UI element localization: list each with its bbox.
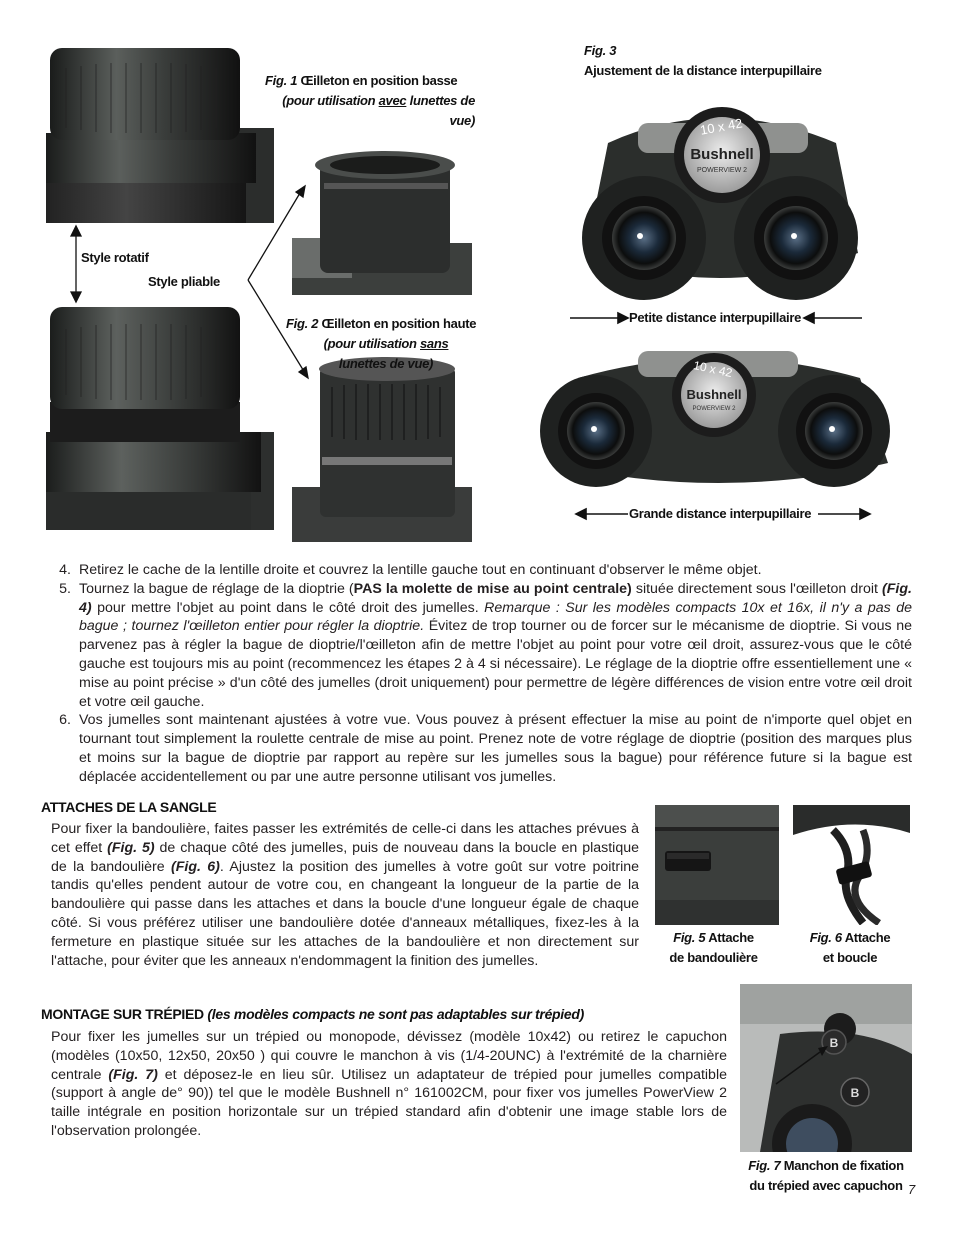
tripod-heading <box>41 1006 584 1022</box>
fig3b-model-text: 10 x 42 <box>692 358 734 381</box>
fig2-label: Fig. 2 <box>286 316 319 331</box>
step-5-num: 5. <box>59 580 71 597</box>
fig7-line1: Manchon de fixation <box>783 1158 904 1173</box>
fig3-label: Fig. 3 <box>584 43 617 58</box>
fig3-title: Ajustement de la distance interpupillaire <box>584 63 822 78</box>
small-ipd-label: Petite distance interpupillaire <box>629 310 802 325</box>
fig5-line1: Attache <box>708 930 754 945</box>
large-ipd-label: Grande distance interpupillaire <box>629 506 812 521</box>
fig3-binoculars-small <box>568 103 876 303</box>
tripod-text-c: et déposez-le en lieu sûr. Utilisez un adaptateur de trépied pour jumelles compatible (support à angle de° 90)) tel que le modèle Bushnell n° 161002CM, pour fixer vos jumelles PowerView 2 taille intégrale en position horizontale sur un trépied standard afin d'obtenir une image stable lors de l'observation prolongée. <box>51 1066 727 1139</box>
tripod-text-a: Pour fixer les jumelles sur un trépied ou monopode, dévissez (modèle 10x42) ou retirez le capuchon (modèles (10x50, 12x50, 20x50 ) qui couvre le manchon à vis (1/4-20UNC) à l'extrémité de la charnière centrale <box>51 1029 727 1083</box>
fig3-model-text: 10 x 42 <box>698 115 744 138</box>
step-4-text: Retirez le cache de la lentille droite et couvrez la lentille gauche tout en continuant d'observer le même objet. <box>79 562 762 578</box>
step-5-text-e: pour mettre l'objet au point dans le côté droit des jumelles. <box>91 599 485 616</box>
tripod-heading-note: (les modèles compacts ne sont pas adaptables sur trépied) <box>207 1006 584 1022</box>
step-5-text-c: située directement sous l'œilleton droit <box>631 580 883 597</box>
fig3-binoculars-large <box>538 343 900 503</box>
tripod-fig7-ref: (Fig. 7) <box>108 1066 158 1083</box>
style-arrows <box>60 150 320 390</box>
step-5-text-bold: PAS la molette de mise au point centrale) <box>353 580 632 597</box>
step-6 <box>51 711 912 786</box>
step-6-text: Vos jumelles sont maintenant ajustées à votre vue. Vous pouvez à présent effectuer la mise au point de n'importe quel objet en tournant tout simplement la roulette centrale de mise au point. Prenez note de votre réglage de dioptrie (position des marques plus et moins sur la bague de dioptrie par rapport au repère sur les jumelles sous la bague) pour référence future si la bague est déplacée accidentellement ou par une autre personne utilisant vos jumelles. <box>79 712 912 785</box>
fig6-photo <box>793 805 910 925</box>
page-number: 7 <box>908 1182 916 1197</box>
step-5 <box>51 580 912 712</box>
steps-block <box>51 561 912 787</box>
fig6-caption <box>795 928 905 968</box>
step-5-fig-ref: (Fig. 4) <box>79 580 912 616</box>
style-pliable-label: Style pliable <box>148 274 220 289</box>
style-rotatif-label: Style rotatif <box>81 250 149 265</box>
fig2-line2-pre: (pour utilisation <box>323 336 420 351</box>
strap-heading: ATTACHES DE LA SANGLE <box>41 799 217 815</box>
step-5-text-g: Évitez de trop tourner ou de forcer sur le mécanisme de dioptrie. Si vous ne parvenez pas à régler la bague de dioptrie/l'œilleton afin de mettre l'objet au point pour votre œil droit, assurez-vous que le côté gauche est toujours mis au point (recommencez les étapes 2 à 4 si nécessaire). Le réglage de la dioptrie offre essentiellement une « mise au point précise » d'un côté des jumelles (droit uniquement) pour permettre de légère différences de vision entre votre œil droit et votre œil gauche. <box>79 618 912 710</box>
fig6-label: Fig. 6 <box>809 930 842 945</box>
strap-paragraph <box>51 820 639 970</box>
fig3b-brand-text: Bushnell <box>686 387 742 402</box>
strap-fig6-ref: (Fig. 6) <box>171 858 220 875</box>
fig6-line2: et boucle <box>822 950 878 965</box>
strap-text-c: de chaque côté des jumelles, puis de nouveau dans la boucle en plastique de la bandoulière <box>51 839 639 875</box>
svg-text:B: B <box>829 1036 839 1050</box>
strap-text-a: Pour fixer la bandoulière, faites passer les extrémités de celle-ci dans les attaches prévues à cet effet <box>51 821 639 856</box>
fig1-label: Fig. 1 <box>265 73 298 88</box>
fig2-title: Œilleton en position haute <box>321 316 477 331</box>
fig1-title: Œilleton en position basse <box>300 73 458 88</box>
fig1-sub-pre: (pour utilisation <box>282 93 379 108</box>
fig6-line1: Attache <box>844 930 891 945</box>
fig1-sub-underlined: avec <box>378 93 407 108</box>
fig3b-series-text: POWERVIEW 2 <box>692 406 736 412</box>
fig3-caption <box>584 41 822 81</box>
strap-text-e: . Ajustez la position des jumelles à votre goût sur votre poitrine tandis qu'elles pendent autour de votre cou, en changeant la longueur de la partie de la bandoulière qui passe dans les attaches et dans la boucle d'une longueur égale de chaque côté. Si vous préférez utiliser une bandoulière dotée d'anneaux métalliques, fixez-les à la fermeture en plastique située sur les attaches de la bandoulière et non directement sur l'attache, pour éviter que les anneaux n'endommagent la finition des jumelles. <box>51 858 639 969</box>
step-6-num: 6. <box>59 712 71 729</box>
fig5-label: Fig. 5 <box>673 930 706 945</box>
fig3-brand-text: Bushnell <box>690 146 754 163</box>
fig7-photo <box>740 984 912 1152</box>
fig7-label: Fig. 7 <box>748 1158 781 1173</box>
step-5-text-a: Tournez la bague de réglage de la dioptrie ( <box>79 580 354 597</box>
fig1-caption <box>265 71 485 131</box>
fig3-series-text: POWERVIEW 2 <box>696 167 748 174</box>
fig5-photo <box>655 805 779 925</box>
fig2-line2-underlined: sans <box>420 336 449 351</box>
tripod-heading-title: MONTAGE SUR TRÉPIED <box>41 1006 204 1022</box>
fig7-caption <box>742 1156 910 1196</box>
step-4 <box>51 561 912 580</box>
tripod-paragraph <box>51 1028 727 1141</box>
fig5-caption <box>655 928 772 968</box>
fig2-line3: lunettes de vue) <box>338 356 434 371</box>
svg-text:B: B <box>850 1086 860 1100</box>
strap-fig5-ref: (Fig. 5) <box>107 839 155 856</box>
fig5-line2: de bandoulière <box>669 950 758 965</box>
step-5-remark: Remarque : Sur les modèles compacts 10x et 16x, il n'y a pas de bague ; tournez l'œilleton entier pour régler la dioptrie. <box>79 599 913 635</box>
fig7-line2: du trépied avec capuchon <box>749 1178 903 1193</box>
fig1-sub-post: lunettes de vue) <box>406 93 475 128</box>
step-4-num: 4. <box>59 562 71 578</box>
